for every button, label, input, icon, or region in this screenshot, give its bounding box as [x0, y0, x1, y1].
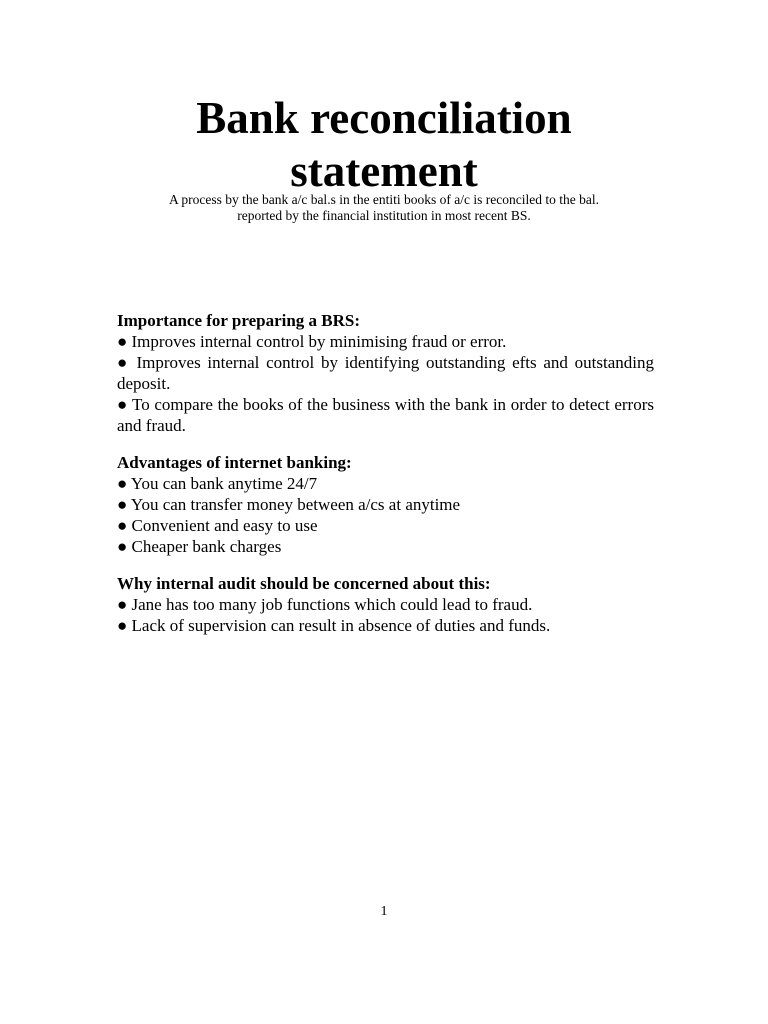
list-item: ● Lack of supervision can result in absence of duties and funds. [117, 616, 551, 635]
section-heading: Why internal audit should be concerned about this: [117, 574, 491, 593]
subtitle-line-1: A process by the bank a/c bal.s in the entiti books of a/c is reconciled to the bal. [168, 192, 599, 207]
definition-subtitle [110, 192, 658, 224]
list-item: ● You can bank anytime 24/7 [117, 474, 318, 493]
bullet-list [117, 331, 654, 436]
list-item: ● Improves internal control by minimising fraud or error. [117, 332, 507, 351]
list-item: ● Improves internal control by identifying outstanding efts and outstanding deposit. [117, 353, 654, 393]
list-item: ● Cheaper bank charges [117, 537, 282, 556]
section-importance-brs [117, 310, 654, 436]
bullet-list [117, 594, 654, 636]
page-number: 1 [380, 904, 388, 919]
list-item: ● Convenient and easy to use [117, 516, 318, 535]
subtitle-line-2: reported by the financial institution in most recent BS. [237, 208, 531, 223]
list-item: ● You can transfer money between a/cs at anytime [117, 495, 461, 514]
list-item: ● To compare the books of the business with the bank in order to detect errors and fraud. [117, 395, 654, 435]
list-item: ● Jane has too many job functions which could lead to fraud. [117, 595, 533, 614]
section-internet-banking [117, 452, 654, 557]
page-title-line-1: Bank reconciliation [196, 93, 572, 143]
bullet-list [117, 473, 654, 557]
section-heading: Importance for preparing a BRS: [117, 311, 361, 330]
section-heading: Advantages of internet banking: [117, 453, 352, 472]
section-internal-audit [117, 573, 654, 636]
page-title [0, 92, 768, 198]
page-title-line-2: statement [290, 146, 478, 196]
